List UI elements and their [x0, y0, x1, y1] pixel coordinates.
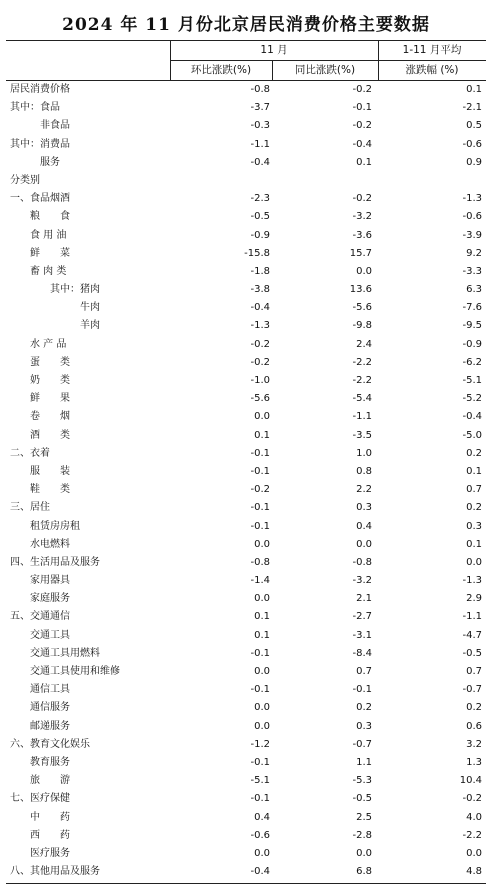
- cell-mom: -0.3: [250, 120, 270, 132]
- cell-yoy: 2.2: [356, 484, 372, 496]
- cell-yoy: -2.2: [352, 375, 372, 386]
- cell-avg: 0.2: [466, 447, 482, 459]
- row-label: 一、食品烟酒: [10, 193, 70, 205]
- row-label: 二、衣着: [10, 447, 50, 459]
- cell-avg: 4.8: [466, 866, 482, 878]
- cell-mom: -0.1: [250, 502, 270, 514]
- table-row: [6, 336, 486, 354]
- table-row: [6, 281, 486, 299]
- cell-mom: 0.0: [254, 593, 270, 605]
- row-label: 七、医疗保健: [10, 793, 70, 805]
- cell-mom: 0.0: [254, 720, 270, 732]
- cell-mom: -0.5: [250, 211, 270, 223]
- cell-avg: -2.1: [462, 102, 482, 114]
- row-label: 鲜 果: [30, 393, 70, 405]
- header-group-average: 1-11 月平均: [402, 44, 462, 56]
- table-row: [6, 427, 486, 445]
- cell-avg: 0.7: [466, 666, 482, 677]
- table-row: [6, 590, 486, 608]
- table-row: [6, 809, 486, 827]
- cell-yoy: -2.2: [352, 356, 372, 368]
- table-row: [6, 827, 486, 845]
- cell-yoy: -0.8: [352, 556, 372, 568]
- row-label: 非食品: [40, 120, 70, 132]
- cell-mom: -3.8: [250, 284, 270, 296]
- table-row: [6, 372, 486, 390]
- cell-mom: -15.8: [244, 247, 270, 259]
- cell-avg: 0.0: [466, 556, 482, 568]
- cell-yoy: -0.7: [352, 738, 372, 750]
- cell-yoy: -3.2: [352, 575, 372, 587]
- cell-avg: 0.3: [466, 520, 482, 532]
- row-label: 羊肉: [80, 320, 100, 332]
- cell-yoy: 1.1: [356, 756, 372, 768]
- cell-yoy: -0.2: [352, 120, 372, 132]
- cell-yoy: -3.6: [352, 229, 372, 241]
- cell-avg: -0.4: [462, 411, 482, 423]
- cell-yoy: 0.7: [356, 666, 372, 677]
- cell-yoy: -0.1: [352, 102, 372, 114]
- table-row: [6, 554, 486, 572]
- cell-avg: 0.0: [466, 847, 482, 859]
- cell-avg: 3.2: [466, 738, 482, 750]
- cell-avg: 0.6: [466, 720, 482, 732]
- table-row: [6, 263, 486, 281]
- table-row: [6, 699, 486, 717]
- row-label: 交通工具: [30, 629, 70, 641]
- cell-mom: -0.2: [250, 338, 270, 350]
- row-label: 食 用 油: [30, 229, 67, 241]
- table-body: [6, 81, 486, 881]
- row-label: 交通工具用燃料: [30, 647, 100, 659]
- table-row: [6, 190, 486, 208]
- row-label: 中 药: [30, 811, 70, 823]
- table-row: [6, 245, 486, 263]
- table-row: [6, 772, 486, 790]
- row-label: 其中：猪肉: [50, 284, 100, 296]
- header-col-avg: 涨跌幅 (%): [405, 64, 459, 76]
- row-label: 通信服务: [30, 702, 70, 714]
- page-title: 2024 年 11 月份北京居民消费价格主要数据: [62, 15, 430, 35]
- cell-mom: 0.0: [254, 702, 270, 714]
- cell-avg: 0.5: [466, 120, 482, 132]
- cell-avg: -5.0: [462, 429, 482, 441]
- row-label: 分类别: [10, 174, 40, 186]
- cell-mom: -0.1: [250, 684, 270, 696]
- table-row: [6, 681, 486, 699]
- cell-avg: 0.1: [466, 84, 482, 95]
- cell-yoy: 15.7: [349, 247, 372, 259]
- row-label: 租赁房房租: [30, 520, 80, 532]
- cell-mom: -1.2: [250, 738, 270, 750]
- cell-mom: 0.1: [254, 629, 270, 641]
- cell-yoy: -0.2: [352, 193, 372, 205]
- cell-avg: -9.5: [462, 320, 482, 332]
- cell-mom: -1.0: [250, 375, 270, 386]
- cell-mom: -5.6: [250, 393, 270, 405]
- cell-avg: 0.9: [466, 156, 482, 168]
- cell-avg: -0.9: [462, 338, 482, 350]
- row-label: 酒 类: [30, 429, 70, 441]
- cell-mom: -0.6: [250, 829, 270, 841]
- cell-yoy: 0.2: [356, 702, 372, 714]
- table-row: [6, 645, 486, 663]
- row-label: 家庭服务: [30, 593, 70, 605]
- cell-avg: 0.2: [466, 702, 482, 714]
- row-label: 三、居住: [10, 502, 50, 514]
- table-row: [6, 518, 486, 536]
- cell-yoy: 2.4: [356, 338, 372, 350]
- row-label: 其中：消费品: [10, 138, 70, 150]
- cell-yoy: 0.8: [356, 465, 372, 477]
- cell-yoy: -3.2: [352, 211, 372, 223]
- cell-yoy: -9.8: [352, 320, 372, 332]
- table-row: [6, 736, 486, 754]
- cell-avg: -2.2: [462, 829, 482, 841]
- cell-avg: -0.6: [462, 211, 482, 223]
- table-row: [6, 627, 486, 645]
- cell-avg: -0.7: [462, 684, 482, 696]
- row-label: 邮递服务: [30, 720, 70, 732]
- row-label: 五、交通通信: [10, 611, 70, 623]
- table-row: [6, 299, 486, 317]
- cell-yoy: 6.8: [356, 866, 372, 878]
- cell-yoy: 0.4: [356, 520, 372, 532]
- cell-mom: -0.8: [250, 84, 270, 95]
- cell-yoy: 2.1: [356, 593, 372, 605]
- row-label: 鞋 类: [30, 484, 70, 496]
- row-label: 水电燃料: [30, 538, 70, 550]
- cell-mom: -0.4: [250, 156, 270, 168]
- cell-mom: -0.1: [250, 756, 270, 768]
- cell-mom: -0.1: [250, 447, 270, 459]
- table-row: [6, 845, 486, 863]
- row-label: 通信工具: [30, 684, 70, 696]
- cell-yoy: -2.8: [352, 829, 372, 841]
- cell-avg: -1.1: [462, 611, 482, 623]
- row-label: 教育服务: [30, 756, 70, 768]
- cell-avg: 6.3: [466, 284, 482, 296]
- table-row: [6, 408, 486, 426]
- table-row: [6, 81, 486, 99]
- row-label: 家用器具: [30, 575, 70, 587]
- row-label: 卷 烟: [30, 411, 70, 423]
- table-row: [6, 790, 486, 808]
- table-row: [6, 208, 486, 226]
- cell-yoy: 1.0: [356, 447, 372, 459]
- row-label: 服 装: [30, 465, 70, 477]
- header-col-yoy: 同比涨跌(%): [294, 64, 356, 76]
- cell-avg: 10.4: [459, 775, 482, 787]
- cell-avg: 2.9: [466, 593, 482, 605]
- cell-yoy: -0.2: [352, 84, 372, 95]
- cell-yoy: -1.1: [352, 411, 372, 423]
- row-label: 四、生活用品及服务: [10, 556, 100, 568]
- cell-mom: -0.1: [250, 520, 270, 532]
- cell-yoy: 0.3: [356, 502, 372, 514]
- cell-yoy: -3.1: [352, 629, 372, 641]
- cell-yoy: -5.4: [352, 393, 372, 405]
- row-label: 畜 肉 类: [30, 265, 67, 277]
- row-label: 鲜 菜: [30, 247, 70, 259]
- cell-avg: -6.2: [462, 356, 482, 368]
- cell-mom: -1.1: [250, 138, 270, 150]
- row-label: 交通工具使用和维修: [30, 666, 120, 677]
- row-label: 旅 游: [30, 775, 70, 787]
- table-row: [6, 536, 486, 554]
- cell-avg: -1.3: [462, 193, 482, 205]
- cell-yoy: 0.3: [356, 720, 372, 732]
- cell-yoy: 0.0: [356, 538, 372, 550]
- cell-mom: -0.1: [250, 793, 270, 805]
- row-label: 六、教育文化娱乐: [10, 738, 90, 750]
- row-label: 西 药: [30, 829, 70, 841]
- cell-mom: 0.0: [254, 847, 270, 859]
- cell-yoy: -5.3: [352, 775, 372, 787]
- cell-yoy: -8.4: [352, 647, 372, 659]
- cell-avg: -4.7: [462, 629, 482, 641]
- cell-yoy: 2.5: [356, 811, 372, 823]
- table-row: [6, 754, 486, 772]
- cell-yoy: 0.1: [356, 156, 372, 168]
- table-row: [6, 227, 486, 245]
- table-row: [6, 390, 486, 408]
- table-row: [6, 354, 486, 372]
- table-row: [6, 463, 486, 481]
- table-row: [6, 317, 486, 335]
- cell-avg: 0.7: [466, 484, 482, 496]
- table-row: [6, 136, 486, 154]
- cell-mom: -3.7: [250, 102, 270, 114]
- cell-mom: -0.2: [250, 356, 270, 368]
- cell-mom: -0.1: [250, 465, 270, 477]
- cell-avg: 0.1: [466, 465, 482, 477]
- table-row: [6, 154, 486, 172]
- cell-avg: 4.0: [466, 811, 482, 823]
- table-row: [6, 572, 486, 590]
- cell-mom: -1.4: [250, 575, 270, 587]
- cell-mom: 0.0: [254, 411, 270, 423]
- table-row: [6, 99, 486, 117]
- cell-avg: -0.5: [462, 647, 482, 659]
- table-row: [6, 863, 486, 881]
- cell-avg: -7.6: [462, 302, 482, 314]
- table-row: [6, 481, 486, 499]
- table-row: [6, 172, 486, 190]
- cell-mom: -0.8: [250, 556, 270, 568]
- cell-avg: -0.6: [462, 138, 482, 150]
- cell-yoy: 0.0: [356, 265, 372, 277]
- cell-mom: 0.0: [254, 666, 270, 677]
- row-label: 居民消费价格: [10, 84, 70, 95]
- cell-mom: -0.1: [250, 647, 270, 659]
- table-row: [6, 608, 486, 626]
- cell-yoy: 0.0: [356, 847, 372, 859]
- cell-mom: -5.1: [250, 775, 270, 787]
- cell-mom: 0.1: [254, 429, 270, 441]
- cell-yoy: -0.4: [352, 138, 372, 150]
- cell-yoy: -0.1: [352, 684, 372, 696]
- table-row: [6, 499, 486, 517]
- table-row: [6, 445, 486, 463]
- cell-avg: 0.1: [466, 538, 482, 550]
- cell-yoy: -5.6: [352, 302, 372, 314]
- cell-avg: -0.2: [462, 793, 482, 805]
- header-col-mom: 环比涨跌(%): [190, 64, 252, 76]
- cell-mom: 0.0: [254, 538, 270, 550]
- table-row: [6, 117, 486, 135]
- cell-mom: -0.9: [250, 229, 270, 241]
- cell-mom: -1.3: [250, 320, 270, 332]
- header-group-month: 11 月: [260, 44, 288, 56]
- cell-avg: 0.2: [466, 502, 482, 514]
- cell-avg: -3.3: [462, 265, 482, 277]
- cell-yoy: -3.5: [352, 429, 372, 441]
- cell-mom: -0.2: [250, 484, 270, 496]
- cell-mom: -2.3: [250, 193, 270, 205]
- cell-mom: -1.8: [250, 265, 270, 277]
- cell-mom: 0.1: [254, 611, 270, 623]
- row-label: 八、其他用品及服务: [10, 866, 100, 878]
- row-label: 奶 类: [30, 375, 70, 386]
- table-row: [6, 663, 486, 681]
- cell-yoy: 13.6: [349, 284, 372, 296]
- table-row: [6, 718, 486, 736]
- row-label: 服务: [40, 156, 60, 168]
- cell-avg: -3.9: [462, 229, 482, 241]
- cell-yoy: -2.7: [352, 611, 372, 623]
- row-label: 其中：食品: [10, 102, 60, 114]
- cell-avg: -1.3: [462, 575, 482, 587]
- cell-avg: -5.2: [462, 393, 482, 405]
- cell-mom: -0.4: [250, 302, 270, 314]
- row-label: 蛋 类: [30, 356, 70, 368]
- cell-mom: -0.4: [250, 866, 270, 878]
- row-label: 牛肉: [80, 302, 100, 314]
- cell-avg: 9.2: [466, 247, 482, 259]
- cell-avg: -5.1: [462, 375, 482, 386]
- row-label: 水 产 品: [30, 338, 67, 350]
- cell-mom: 0.4: [254, 811, 270, 823]
- row-label: 粮 食: [30, 211, 70, 223]
- cell-yoy: -0.5: [352, 793, 372, 805]
- cell-avg: 1.3: [466, 756, 482, 768]
- row-label: 医疗服务: [30, 847, 70, 859]
